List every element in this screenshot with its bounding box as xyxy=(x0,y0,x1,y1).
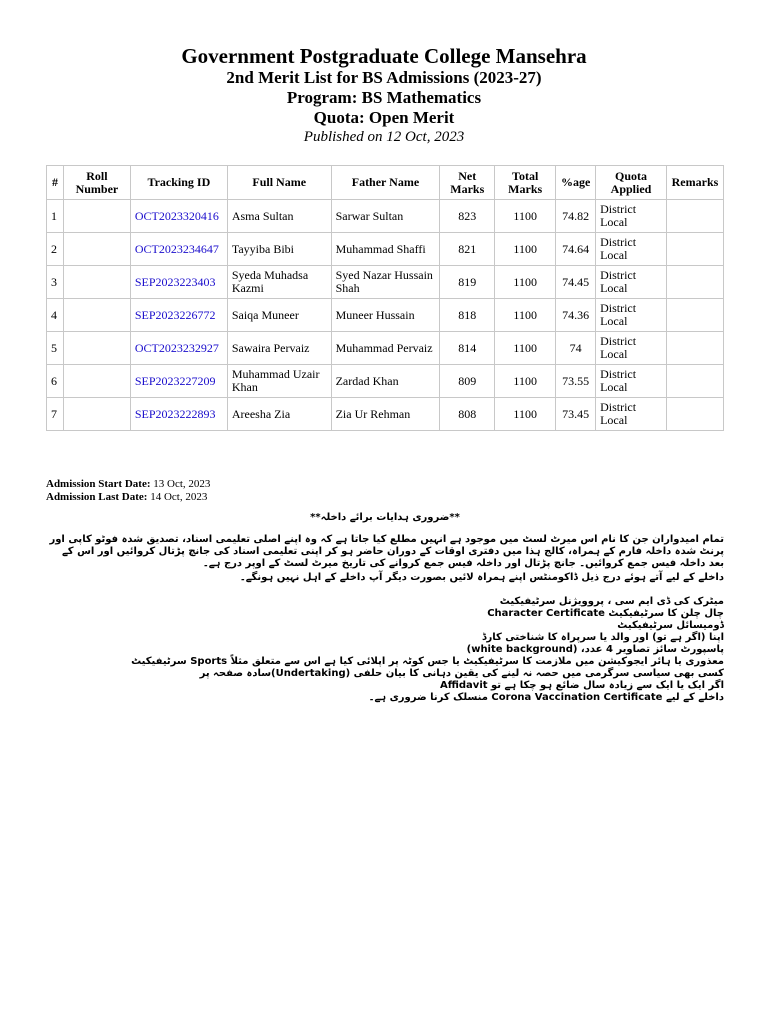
document-item: میٹرک کی ڈی ایم سی ، پروویژنل سرٹیفیکیٹ xyxy=(499,596,724,607)
published-date: Published on 12 Oct, 2023 xyxy=(303,129,465,145)
tracking-id-link[interactable]: OCT2023234647 xyxy=(130,233,227,266)
table-row xyxy=(47,398,724,431)
remarks xyxy=(666,266,723,299)
net-marks: 818 xyxy=(440,299,495,332)
col-tracking-id: Tracking ID xyxy=(130,166,227,200)
full-name: Saiqa Muneer xyxy=(227,299,331,332)
net-marks: 821 xyxy=(440,233,495,266)
row-number: 2 xyxy=(47,233,64,266)
net-marks: 809 xyxy=(440,365,495,398)
col-full-name: Full Name xyxy=(227,166,331,200)
remarks xyxy=(666,299,723,332)
col-father-name: Father Name xyxy=(331,166,440,200)
merit-table xyxy=(46,165,724,431)
start-date-value: 13 Oct, 2023 xyxy=(153,478,211,490)
quota-applied: District Local xyxy=(596,332,667,365)
quota-applied: District Local xyxy=(596,233,667,266)
merit-list-title: 2nd Merit List for BS Admissions (2023-27) xyxy=(226,68,542,87)
table-header-row xyxy=(47,166,724,200)
full-name: Syeda Muhadsa Kazmi xyxy=(227,266,331,299)
table-row xyxy=(47,332,724,365)
row-number: 6 xyxy=(47,365,64,398)
father-name: Zia Ur Rehman xyxy=(331,398,440,431)
table-row xyxy=(47,200,724,233)
col-total-marks: Total Marks xyxy=(495,166,556,200)
roll-number xyxy=(63,299,130,332)
percentage: 74 xyxy=(556,332,596,365)
percentage: 74.64 xyxy=(556,233,596,266)
document-item: چال چلن کا سرٹیفیکیٹ Character Certificate xyxy=(487,608,724,619)
row-number: 3 xyxy=(47,266,64,299)
remarks xyxy=(666,365,723,398)
father-name: Muhammad Shaffi xyxy=(331,233,440,266)
net-marks: 823 xyxy=(440,200,495,233)
document-item: کسی بھی سیاسی سرگرمی میں حصہ نہ لینے کی یقین دہانی کا بیان حلفی (Undertaking)سادہ صفحہ پر xyxy=(199,668,724,679)
roll-number xyxy=(63,266,130,299)
last-date-value: 14 Oct, 2023 xyxy=(150,491,208,503)
quota-applied: District Local xyxy=(596,266,667,299)
col-quota-applied: Quota Applied xyxy=(596,166,667,200)
admission-dates xyxy=(46,478,210,504)
full-name: Areesha Zia xyxy=(227,398,331,431)
percentage: 73.45 xyxy=(556,398,596,431)
document-item: اپنا (اگر ہے تو) اور والد یا سرپراہ کا شناختی کارڈ xyxy=(481,632,724,643)
col-percentage: %age xyxy=(556,166,596,200)
admission-instructions xyxy=(46,512,724,704)
admission-last xyxy=(46,491,210,504)
col-number: # xyxy=(47,166,64,200)
father-name: Sarwar Sultan xyxy=(331,200,440,233)
quota-applied: District Local xyxy=(596,365,667,398)
document-item: پاسپورٹ سائز تصاویر 4 عدد، (white background) xyxy=(466,644,724,655)
net-marks: 808 xyxy=(440,398,495,431)
total-marks: 1100 xyxy=(495,398,556,431)
table-row xyxy=(47,299,724,332)
col-remarks: Remarks xyxy=(666,166,723,200)
net-marks: 814 xyxy=(440,332,495,365)
last-date-label: Admission Last Date: xyxy=(46,491,148,503)
document-item: اگر ایک یا ایک سے زیادہ سال ضائع ہو چکا ہے تو Affidavit xyxy=(440,680,724,691)
total-marks: 1100 xyxy=(495,266,556,299)
roll-number xyxy=(63,398,130,431)
full-name: Asma Sultan xyxy=(227,200,331,233)
document-item: داخلے کے لیے Corona Vaccination Certificate منسلک کرنا ضروری ہے۔ xyxy=(368,692,724,703)
row-number: 1 xyxy=(47,200,64,233)
start-date-label: Admission Start Date: xyxy=(46,478,151,490)
father-name: Muhammad Pervaiz xyxy=(331,332,440,365)
instructions-paragraph: تمام امیدواران جن کا نام اس میرٹ لسٹ میں موجود ہے انہیں مطلع کیا جاتا ہے کہ وہ اپنے اصلی تعلیمی اسناد، تصدیق شدہ فوٹو کاپی اور پرنٹ شدہ داخلہ فارم کے ہمراہ، کالج ہذا میں دفتری اوقات کے دوران حاضر ہو کر اپنی تعلیمی اسناد کی جانچ پڑتال کروائیں اور اس کے بعد داخلہ فیس جمع کروائیں۔ جانچ پڑتال اور داخلہ فیس جمع کروانے کی تاریخ میرٹ لسٹ کے اوپر درج ہے۔ xyxy=(49,534,724,569)
total-marks: 1100 xyxy=(495,332,556,365)
tracking-id-link[interactable]: SEP2023223403 xyxy=(130,266,227,299)
total-marks: 1100 xyxy=(495,365,556,398)
admission-start xyxy=(46,478,210,491)
full-name: Tayyiba Bibi xyxy=(227,233,331,266)
roll-number xyxy=(63,365,130,398)
percentage: 73.55 xyxy=(556,365,596,398)
tracking-id-link[interactable]: SEP2023227209 xyxy=(130,365,227,398)
tracking-id-link[interactable]: OCT2023232927 xyxy=(130,332,227,365)
roll-number xyxy=(63,200,130,233)
table-row xyxy=(47,266,724,299)
total-marks: 1100 xyxy=(495,299,556,332)
instructions-title: **ضروری ہدایات برائے داخلہ** xyxy=(310,512,460,523)
document-item: ڈومیسائل سرٹیفیکیٹ xyxy=(617,620,724,631)
document-item: معذوری یا ہائر ایجوکیشن میں ملازمت کا سرٹیفیکیٹ یا جس کوٹہ پر اپلائی کیا ہے اس سے متعلق مثلاً Sports سرٹیفیکیٹ xyxy=(131,656,724,667)
full-name: Muhammad Uzair Khan xyxy=(227,365,331,398)
total-marks: 1100 xyxy=(495,233,556,266)
col-net-marks: Net Marks xyxy=(440,166,495,200)
remarks xyxy=(666,332,723,365)
remarks xyxy=(666,233,723,266)
full-name: Sawaira Pervaiz xyxy=(227,332,331,365)
documents-intro: داخلے کے لیے آتے ہوئے درج ذیل ڈاکومنٹس اپنے ہمراہ لائیں بصورت دیگر آپ داخلے کے اہل نہیں ہونگے۔ xyxy=(239,572,724,583)
quota-applied: District Local xyxy=(596,398,667,431)
program-title: Program: BS Mathematics xyxy=(286,88,482,107)
percentage: 74.36 xyxy=(556,299,596,332)
table-row xyxy=(47,365,724,398)
quota-title: Quota: Open Merit xyxy=(313,108,455,127)
roll-number xyxy=(63,332,130,365)
college-title: Government Postgraduate College Mansehra xyxy=(181,44,587,68)
father-name: Syed Nazar Hussain Shah xyxy=(331,266,440,299)
table-row xyxy=(47,233,724,266)
quota-applied: District Local xyxy=(596,299,667,332)
row-number: 5 xyxy=(47,332,64,365)
net-marks: 819 xyxy=(440,266,495,299)
father-name: Zardad Khan xyxy=(331,365,440,398)
quota-applied: District Local xyxy=(596,200,667,233)
remarks xyxy=(666,200,723,233)
remarks xyxy=(666,398,723,431)
tracking-id-link[interactable]: OCT2023320416 xyxy=(130,200,227,233)
total-marks: 1100 xyxy=(495,200,556,233)
percentage: 74.82 xyxy=(556,200,596,233)
documents-list xyxy=(46,596,724,704)
row-number: 4 xyxy=(47,299,64,332)
roll-number xyxy=(63,233,130,266)
percentage: 74.45 xyxy=(556,266,596,299)
tracking-id-link[interactable]: SEP2023226772 xyxy=(130,299,227,332)
row-number: 7 xyxy=(47,398,64,431)
tracking-id-link[interactable]: SEP2023222893 xyxy=(130,398,227,431)
col-roll-number: Roll Number xyxy=(63,166,130,200)
document-header xyxy=(0,44,768,146)
father-name: Muneer Hussain xyxy=(331,299,440,332)
